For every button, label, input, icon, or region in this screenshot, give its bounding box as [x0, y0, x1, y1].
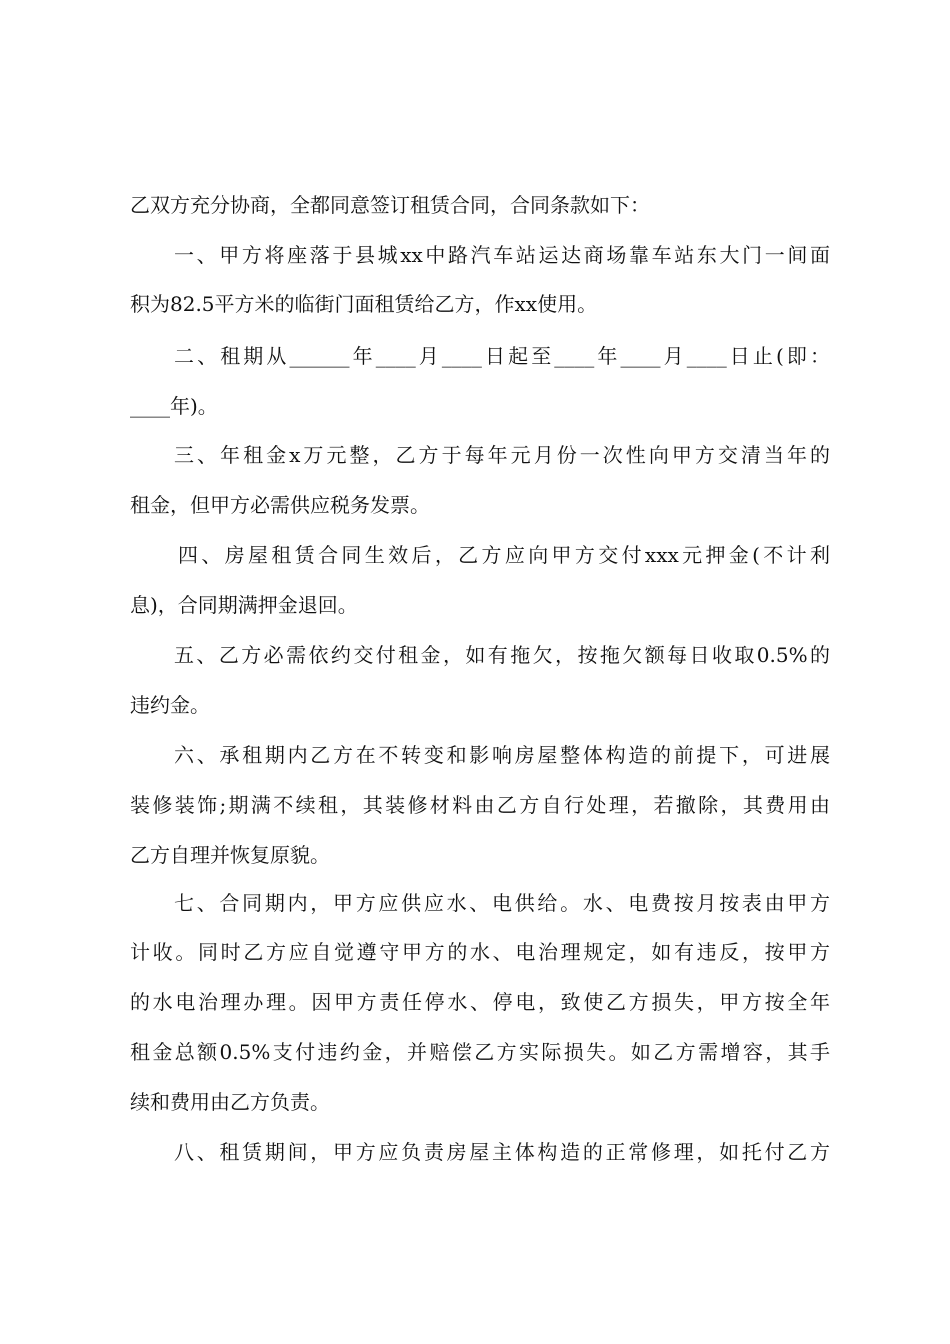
clause-1-line: 积为82.5平方米的临街门面租赁给乙方，作xx使用。	[130, 292, 598, 316]
clause-2-line: ____年)。	[130, 394, 218, 418]
clause-7-line: 计收。同时乙方应自觉遵守甲方的水、电治理规定，如有违反，按甲方	[130, 940, 830, 964]
clause-3-line: 三、年租金x万元整，乙方于每年元月份一次性向甲方交清当年的	[174, 443, 830, 467]
clause-7-line: 续和费用由乙方负责。	[130, 1090, 330, 1114]
clause-6-line: 乙方自理并恢复原貌。	[130, 843, 330, 867]
clause-2-line: 二、租期从______年____月____日起至____年____月____日止(即：	[174, 344, 830, 368]
clause-4-line: 息)，合同期满押金退回。	[130, 593, 358, 617]
clause-6-line: 装修装饰;期满不续租，其装修材料由乙方自行处理，若撤除，其费用由	[130, 793, 830, 817]
clause-3-line: 租金，但甲方必需供应税务发票。	[130, 493, 430, 517]
clause-1-line: 一、甲方将座落于县城xx中路汽车站运达商场靠车站东大门一间面	[174, 243, 830, 267]
clause-8-line: 八、租赁期间，甲方应负责房屋主体构造的正常修理，如托付乙方	[174, 1140, 830, 1164]
clause-7-line: 的水电治理办理。因甲方责任停水、停电，致使乙方损失，甲方按全年	[130, 990, 830, 1014]
clause-6-line: 六、承租期内乙方在不转变和影响房屋整体构造的前提下，可进展	[174, 743, 830, 767]
clause-7-line: 七、合同期内，甲方应供应水、电供给。水、电费按月按表由甲方	[174, 891, 830, 915]
clause-7-line: 租金总额0.5%支付违约金，并赔偿乙方实际损失。如乙方需增容，其手	[130, 1040, 830, 1064]
clause-5-line: 五、乙方必需依约交付租金，如有拖欠，按拖欠额每日收取0.5%的	[174, 643, 830, 667]
clause-4-line: 四、房屋租赁合同生效后，乙方应向甲方交付xxx元押金(不计利	[178, 543, 830, 567]
clause-5-line: 违约金。	[130, 693, 210, 717]
paragraph-line: 乙双方充分协商，全都同意签订租赁合同，合同条款如下：	[130, 193, 650, 217]
